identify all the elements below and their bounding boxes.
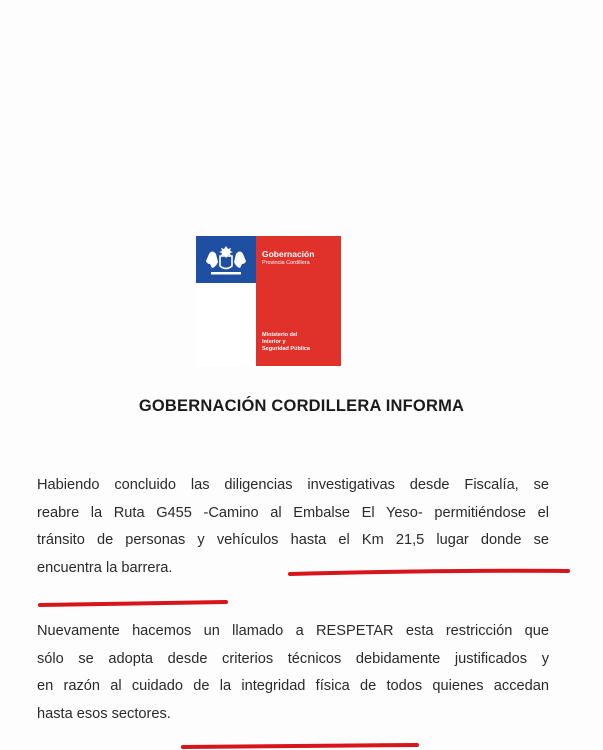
paragraph-2 — [37, 618, 549, 728]
paragraph-1 — [37, 472, 549, 582]
logo-blue-block — [196, 236, 256, 283]
document-heading: GOBERNACIÓN CORDILLERA INFORMA — [138, 397, 465, 415]
paragraph-line: en razón al cuidado de la integridad física de todos quienes accedan — [37, 678, 549, 694]
logo-white-block — [196, 283, 256, 366]
logo-flag-panel — [196, 236, 256, 366]
paragraph-line: sólo se adopta desde criterios técnicos debidamente justificados y — [37, 650, 549, 667]
paragraph-line: reabre la Ruta G455 -Camino al Embalse El Yeso- permitiéndose el — [37, 504, 549, 521]
coat-of-arms-icon — [203, 242, 249, 278]
paragraph-line: Nuevamente hacemos un llamado a RESPETAR esta restricción que — [37, 623, 549, 639]
logo-subtitle: Provincia Cordillera — [262, 260, 310, 266]
underline-annotation-2 — [30, 594, 240, 614]
logo-red-block — [256, 236, 341, 366]
paragraph-line: encuentra la barrera. — [37, 559, 173, 576]
gobernacion-logo — [196, 236, 341, 366]
paragraph-line: Habiendo concluido las diligencias investigativas desde Fiscalía, se — [37, 477, 549, 493]
logo-title: Gobernación — [262, 249, 315, 259]
paragraph-line: tránsito de personas y vehículos hasta el Km 21,5 lugar donde se — [37, 532, 549, 548]
logo-ministry: Ministerio del Interior y Seguridad Pública — [262, 332, 310, 352]
paragraph-line: hasta esos sectores. — [37, 705, 171, 722]
underline-annotation-3 — [175, 738, 425, 750]
